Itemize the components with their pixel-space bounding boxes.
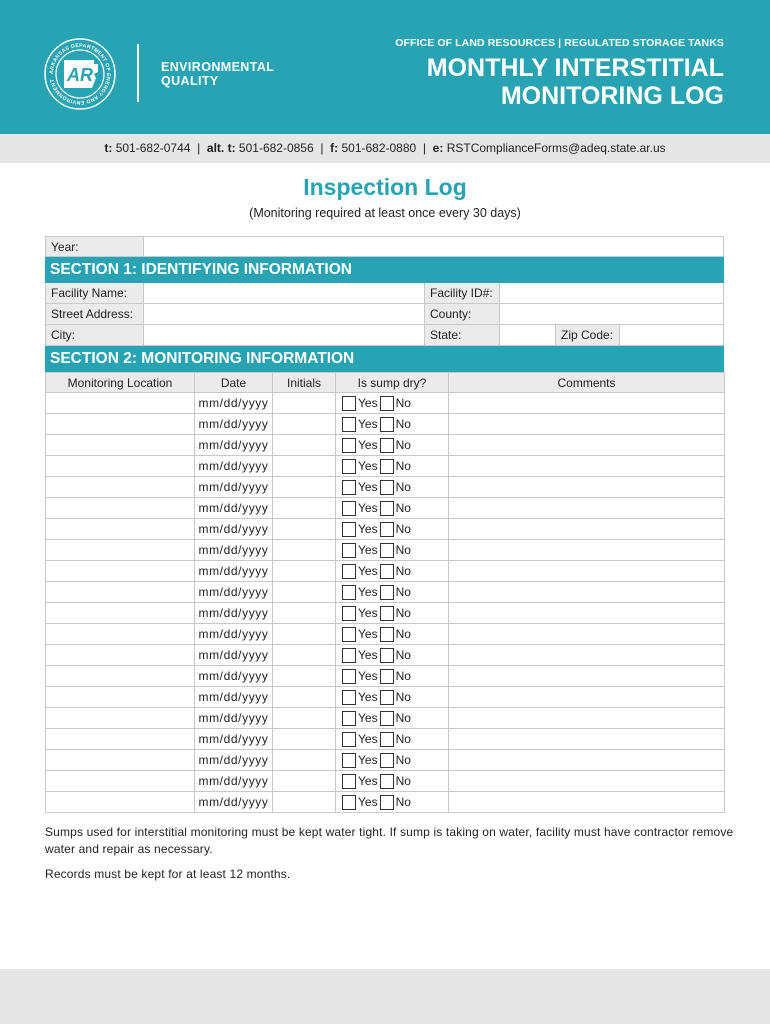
comments-field[interactable] [449, 456, 725, 477]
wordmark-line-2: QUALITY [161, 74, 219, 88]
sump-dry-cell [336, 435, 449, 456]
monitoring-location-field[interactable] [46, 624, 195, 645]
table-row [46, 645, 725, 666]
table-row [46, 624, 725, 645]
monitoring-location-field[interactable] [46, 666, 195, 687]
column-header: Date [195, 373, 273, 393]
facility-id-label: Facility ID#: [424, 283, 499, 303]
street-address-label: Street Address: [46, 304, 143, 324]
yes-checkbox[interactable] [342, 501, 356, 516]
comments-field[interactable] [449, 582, 725, 603]
table-row [46, 771, 725, 792]
initials-field[interactable] [273, 498, 336, 519]
date-field[interactable]: mm/dd/yyyy [195, 540, 273, 561]
comments-field[interactable] [449, 708, 725, 729]
table-row [46, 435, 725, 456]
monitoring-form [45, 236, 724, 813]
table-row [46, 414, 725, 435]
no-checkbox[interactable] [380, 627, 394, 642]
yes-label: Yes [358, 795, 378, 810]
state-label: State: [424, 325, 499, 345]
no-label: No [395, 417, 411, 432]
initials-field[interactable] [273, 561, 336, 582]
comments-field[interactable] [449, 519, 725, 540]
initials-field[interactable] [273, 456, 336, 477]
date-field[interactable]: mm/dd/yyyy [195, 603, 273, 624]
table-row [46, 666, 725, 687]
yes-label: Yes [358, 732, 378, 747]
note-record-retention: Records must be kept for at least 12 months. [45, 867, 291, 881]
monitoring-location-field[interactable] [46, 540, 195, 561]
yes-label: Yes [358, 669, 378, 684]
no-label: No [395, 438, 411, 453]
yes-checkbox[interactable] [342, 690, 356, 705]
yes-label: Yes [358, 606, 378, 621]
no-checkbox[interactable] [380, 690, 394, 705]
no-checkbox[interactable] [380, 648, 394, 663]
yes-label: Yes [358, 564, 378, 579]
column-header: Monitoring Location [46, 373, 195, 393]
fax-number: 501-682-0880 [341, 141, 417, 155]
county-label: County: [424, 304, 499, 324]
zip-code-label: Zip Code: [555, 325, 619, 345]
table-row [46, 498, 725, 519]
comments-field[interactable] [449, 624, 725, 645]
yes-checkbox[interactable] [342, 627, 356, 642]
sump-dry-cell [336, 666, 449, 687]
date-field[interactable]: mm/dd/yyyy [195, 414, 273, 435]
sump-dry-cell [336, 603, 449, 624]
zip-code-field[interactable] [619, 325, 723, 345]
sump-dry-cell [336, 393, 449, 414]
document-title [427, 54, 724, 110]
sump-dry-cell [336, 498, 449, 519]
no-checkbox[interactable] [380, 711, 394, 726]
no-label: No [395, 627, 411, 642]
page-header [0, 0, 770, 134]
initials-field[interactable] [273, 393, 336, 414]
yes-label: Yes [358, 774, 378, 789]
facility-name-field[interactable] [143, 283, 424, 303]
address-row [45, 304, 724, 325]
no-label: No [395, 648, 411, 663]
no-checkbox[interactable] [380, 669, 394, 684]
table-row [46, 540, 725, 561]
no-checkbox[interactable] [380, 417, 394, 432]
yes-label: Yes [358, 438, 378, 453]
initials-field[interactable] [273, 624, 336, 645]
initials-field[interactable] [273, 792, 336, 813]
year-row [45, 236, 724, 257]
date-field[interactable]: mm/dd/yyyy [195, 624, 273, 645]
comments-field[interactable] [449, 687, 725, 708]
city-row [45, 325, 724, 346]
table-row [46, 582, 725, 603]
no-label: No [395, 585, 411, 600]
no-label: No [395, 753, 411, 768]
year-label: Year: [46, 237, 143, 256]
table-row [46, 708, 725, 729]
sump-dry-cell [336, 750, 449, 771]
no-label: No [395, 669, 411, 684]
date-field[interactable]: mm/dd/yyyy [195, 582, 273, 603]
yes-checkbox[interactable] [342, 774, 356, 789]
monitoring-location-field[interactable] [46, 456, 195, 477]
yes-checkbox[interactable] [342, 648, 356, 663]
sump-dry-cell [336, 414, 449, 435]
comments-field[interactable] [449, 498, 725, 519]
column-header: Is sump dry? [336, 373, 449, 393]
city-label: City: [46, 325, 143, 345]
initials-field[interactable] [273, 519, 336, 540]
separator: | [320, 141, 324, 155]
yes-checkbox[interactable] [342, 669, 356, 684]
initials-field[interactable] [273, 414, 336, 435]
monitoring-table [45, 372, 725, 813]
date-field[interactable]: mm/dd/yyyy [195, 708, 273, 729]
form-notes [45, 824, 735, 883]
facility-name-label: Facility Name: [46, 283, 143, 303]
yes-checkbox[interactable] [342, 522, 356, 537]
comments-field[interactable] [449, 393, 725, 414]
yes-checkbox[interactable] [342, 564, 356, 579]
contact-bar [0, 134, 770, 163]
no-label: No [395, 543, 411, 558]
date-field[interactable]: mm/dd/yyyy [195, 477, 273, 498]
alt-phone-label: alt. t: [206, 141, 236, 155]
no-label: No [395, 480, 411, 495]
monitoring-location-field[interactable] [46, 792, 195, 813]
yes-checkbox[interactable] [342, 606, 356, 621]
alt-phone-number: 501-682-0856 [238, 141, 314, 155]
monitoring-location-field[interactable] [46, 603, 195, 624]
yes-checkbox[interactable] [342, 711, 356, 726]
table-row [46, 477, 725, 498]
no-checkbox[interactable] [380, 732, 394, 747]
table-row [46, 729, 725, 750]
date-field[interactable]: mm/dd/yyyy [195, 729, 273, 750]
sump-dry-cell [336, 792, 449, 813]
section-2-title: SECTION 2: MONITORING INFORMATION [45, 346, 724, 372]
column-header: Comments [449, 373, 725, 393]
monitoring-location-field[interactable] [46, 750, 195, 771]
note-water-tight: Sumps used for interstitial monitoring must be kept water tight. If sump is taking on water, facility must have contractor remove water and repair as necessary. [45, 825, 734, 856]
no-checkbox[interactable] [380, 438, 394, 453]
street-address-field[interactable] [143, 304, 424, 324]
monitoring-location-field[interactable] [46, 393, 195, 414]
initials-field[interactable] [273, 540, 336, 561]
monitoring-table-header [46, 373, 725, 393]
no-checkbox[interactable] [380, 795, 394, 810]
table-row [46, 561, 725, 582]
monitoring-location-field[interactable] [46, 435, 195, 456]
city-field[interactable] [143, 325, 424, 345]
yes-checkbox[interactable] [342, 438, 356, 453]
column-header: Initials [273, 373, 336, 393]
table-row [46, 393, 725, 414]
inspection-log-title: Inspection Log [303, 174, 467, 200]
agency-wordmark [161, 60, 274, 88]
date-field[interactable]: mm/dd/yyyy [195, 645, 273, 666]
monitoring-location-field[interactable] [46, 687, 195, 708]
comments-field[interactable] [449, 792, 725, 813]
initials-field[interactable] [273, 645, 336, 666]
no-label: No [395, 606, 411, 621]
yes-checkbox[interactable] [342, 396, 356, 411]
monitoring-location-field[interactable] [46, 708, 195, 729]
yes-label: Yes [358, 396, 378, 411]
sump-dry-cell [336, 561, 449, 582]
wordmark-line-1: ENVIRONMENTAL [161, 60, 275, 74]
state-field[interactable] [499, 325, 555, 345]
initials-field[interactable] [273, 729, 336, 750]
sump-dry-cell [336, 519, 449, 540]
sump-dry-cell [336, 477, 449, 498]
monitoring-location-field[interactable] [46, 498, 195, 519]
initials-field[interactable] [273, 603, 336, 624]
footer-bar [0, 969, 770, 1024]
yes-label: Yes [358, 585, 378, 600]
date-field[interactable]: mm/dd/yyyy [195, 687, 273, 708]
inspection-log-subtitle: (Monitoring required at least once every 30 days) [249, 206, 521, 220]
no-checkbox[interactable] [380, 396, 394, 411]
monitoring-location-field[interactable] [46, 477, 195, 498]
no-label: No [395, 690, 411, 705]
phone-label: t: [104, 141, 113, 155]
separator: | [197, 141, 201, 155]
sump-dry-cell [336, 687, 449, 708]
initials-field[interactable] [273, 771, 336, 792]
no-checkbox[interactable] [380, 606, 394, 621]
comments-field[interactable] [449, 750, 725, 771]
no-label: No [395, 522, 411, 537]
year-field[interactable] [143, 237, 723, 256]
sump-dry-cell [336, 645, 449, 666]
sump-dry-cell [336, 582, 449, 603]
initials-field[interactable] [273, 708, 336, 729]
no-label: No [395, 732, 411, 747]
date-field[interactable]: mm/dd/yyyy [195, 435, 273, 456]
yes-label: Yes [358, 690, 378, 705]
logo-divider [137, 44, 139, 102]
yes-label: Yes [358, 627, 378, 642]
office-line: OFFICE OF LAND RESOURCES | REGULATED STORAGE TANKS [395, 37, 724, 49]
agency-seal-logo [44, 38, 116, 110]
monitoring-location-field[interactable] [46, 645, 195, 666]
yes-label: Yes [358, 459, 378, 474]
yes-checkbox[interactable] [342, 480, 356, 495]
sump-dry-cell [336, 708, 449, 729]
no-label: No [395, 795, 411, 810]
monitoring-table-body [46, 393, 725, 813]
yes-label: Yes [358, 543, 378, 558]
facility-row [45, 283, 724, 304]
comments-field[interactable] [449, 540, 725, 561]
monitoring-location-field[interactable] [46, 729, 195, 750]
no-label: No [395, 459, 411, 474]
date-field[interactable]: mm/dd/yyyy [195, 561, 273, 582]
yes-label: Yes [358, 648, 378, 663]
table-row [46, 687, 725, 708]
table-row [46, 456, 725, 477]
comments-field[interactable] [449, 666, 725, 687]
email-label: e: [432, 141, 444, 155]
yes-checkbox[interactable] [342, 417, 356, 432]
table-row [46, 603, 725, 624]
initials-field[interactable] [273, 687, 336, 708]
sump-dry-cell [336, 456, 449, 477]
no-label: No [395, 396, 411, 411]
yes-label: Yes [358, 480, 378, 495]
no-label: No [395, 711, 411, 726]
comments-field[interactable] [449, 729, 725, 750]
comments-field[interactable] [449, 771, 725, 792]
sump-dry-cell [336, 729, 449, 750]
comments-field[interactable] [449, 435, 725, 456]
yes-label: Yes [358, 417, 378, 432]
date-field[interactable]: mm/dd/yyyy [195, 498, 273, 519]
initials-field[interactable] [273, 750, 336, 771]
no-label: No [395, 774, 411, 789]
yes-checkbox[interactable] [342, 753, 356, 768]
no-checkbox[interactable] [380, 585, 394, 600]
date-field[interactable]: mm/dd/yyyy [195, 393, 273, 414]
table-row [46, 519, 725, 540]
initials-field[interactable] [273, 666, 336, 687]
yes-label: Yes [358, 501, 378, 516]
no-label: No [395, 501, 411, 516]
no-checkbox[interactable] [380, 522, 394, 537]
document-title-line-2: MONITORING LOG [500, 82, 724, 110]
comments-field[interactable] [449, 561, 725, 582]
no-checkbox[interactable] [380, 564, 394, 579]
date-field[interactable]: mm/dd/yyyy [195, 792, 273, 813]
section-1-title: SECTION 1: IDENTIFYING INFORMATION [45, 257, 724, 283]
email-address: RSTComplianceForms@adeq.state.ar.us [446, 141, 666, 155]
no-checkbox[interactable] [380, 480, 394, 495]
no-checkbox[interactable] [380, 753, 394, 768]
date-field[interactable]: mm/dd/yyyy [195, 750, 273, 771]
comments-field[interactable] [449, 477, 725, 498]
no-checkbox[interactable] [380, 501, 394, 516]
initials-field[interactable] [273, 435, 336, 456]
phone-number: 501-682-0744 [115, 141, 191, 155]
initials-field[interactable] [273, 477, 336, 498]
yes-label: Yes [358, 711, 378, 726]
monitoring-location-field[interactable] [46, 582, 195, 603]
facility-id-field[interactable] [499, 283, 723, 303]
yes-label: Yes [358, 753, 378, 768]
svg-text:ARKANSAS DEPARTMENT OF ENERGY: ARKANSAS DEPARTMENT OF ENERGY AND ENVIRONMENT [48, 42, 112, 106]
monitoring-location-field[interactable] [46, 519, 195, 540]
table-row [46, 792, 725, 813]
comments-field[interactable] [449, 603, 725, 624]
document-title-line-1: MONTHLY INTERSTITIAL [426, 54, 724, 82]
yes-checkbox[interactable] [342, 795, 356, 810]
fax-label: f: [330, 141, 339, 155]
svg-text:AR: AR [67, 65, 93, 85]
sump-dry-cell [336, 771, 449, 792]
date-field[interactable]: mm/dd/yyyy [195, 666, 273, 687]
no-label: No [395, 564, 411, 579]
date-field[interactable]: mm/dd/yyyy [195, 456, 273, 477]
no-checkbox[interactable] [380, 774, 394, 789]
initials-field[interactable] [273, 582, 336, 603]
no-checkbox[interactable] [380, 459, 394, 474]
monitoring-location-field[interactable] [46, 561, 195, 582]
yes-checkbox[interactable] [342, 543, 356, 558]
sump-dry-cell [336, 540, 449, 561]
monitoring-location-field[interactable] [46, 771, 195, 792]
comments-field[interactable] [449, 414, 725, 435]
comments-field[interactable] [449, 645, 725, 666]
monitoring-location-field[interactable] [46, 414, 195, 435]
yes-checkbox[interactable] [342, 585, 356, 600]
table-row [46, 750, 725, 771]
separator: | [422, 141, 426, 155]
date-field[interactable]: mm/dd/yyyy [195, 771, 273, 792]
date-field[interactable]: mm/dd/yyyy [195, 519, 273, 540]
no-checkbox[interactable] [380, 543, 394, 558]
yes-checkbox[interactable] [342, 732, 356, 747]
yes-label: Yes [358, 522, 378, 537]
sump-dry-cell [336, 624, 449, 645]
county-field[interactable] [499, 304, 723, 324]
yes-checkbox[interactable] [342, 459, 356, 474]
